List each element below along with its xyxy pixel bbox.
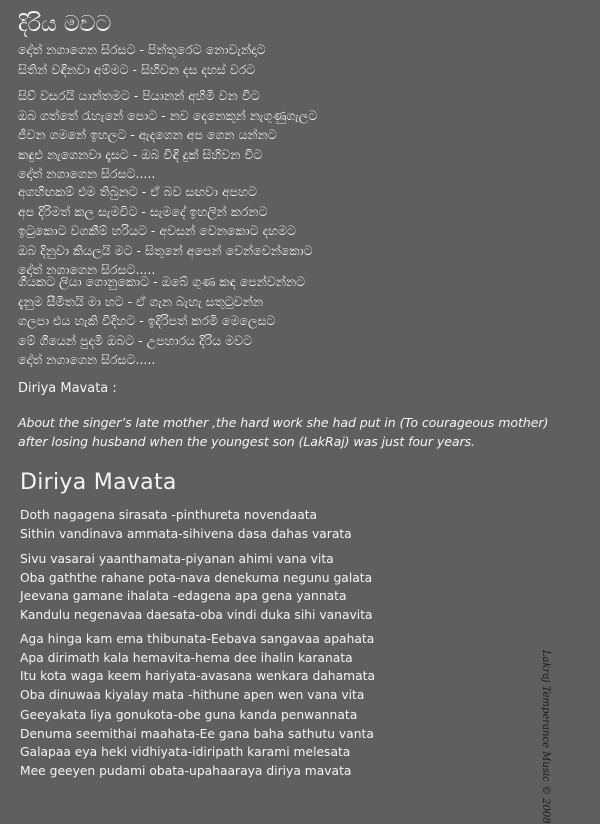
lyric-line: මේ ගීයෙන් පුදමි ඔබට - උපහාරය දිරිය මවට — [18, 332, 253, 348]
sinhala-stanza-1 — [18, 40, 266, 79]
lyric-line: දැනුම සීමිතයි මා හට - ඒ ගැන බැහැ සතුටුවන්න — [18, 293, 264, 309]
sinhala-stanza-3 — [18, 182, 313, 280]
lyric-line: Denuma seemithai maahata-Ee gana baha sathutu vanta — [20, 726, 374, 741]
lyric-line: Geeyakata liya gonukota-obe guna kanda penwannata — [20, 708, 358, 722]
english-stanza-4 — [20, 706, 374, 780]
lyric-line: දෝත් නගාගෙන සිරසට..... — [18, 166, 156, 181]
sinhala-stanza-4 — [18, 272, 305, 370]
lyric-line: ඔබ දිනුවා කියලයි මට - සිතුනේ අපෙන් වෙන්වෙන්කොට — [18, 242, 313, 258]
description-title: Diriya Mavata : — [18, 381, 117, 396]
lyric-line: Galapaa eya heki vidhiyata-idiripath karami melesata — [20, 745, 351, 759]
lyric-line: සිතින් වඳිනවා අම්මට - සිහිවන දස දහස් වරට — [18, 61, 256, 77]
english-stanza-3 — [20, 630, 375, 704]
lyric-line: කඳුළු නැගෙනවා දෑසට - ඔබ විඳි දුක් සිහිවන විට — [18, 146, 263, 162]
lyric-line: දෝත් නගාගෙන සිරසට..... — [18, 262, 156, 277]
lyric-line: Aga hinga kam ema thibunata-Eebava sangavaa apahata — [20, 632, 375, 646]
english-stanza-2 — [20, 550, 373, 624]
lyric-line: ඔබ ගත්තේ රැහැනේ පොට - නව දෙනෙකුන් නැගුණුගැලට — [18, 107, 318, 123]
lyric-line: Oba gaththe rahane pota-nava denekuma negunu galata — [20, 570, 373, 585]
lyric-line: දෝත් නගාගෙන සිරසට..... — [18, 352, 156, 367]
lyric-line: ජීවන ගමනේ ඉහලට - ඇදගෙන අප ගෙන යන්නට — [18, 127, 277, 142]
lyric-line: ගීයකට ලියා ගොනුකොට - ඔබේ ගුණ කඳ පෙන්වන්නට — [18, 274, 306, 289]
lyric-line: ඉටුකොට වගකීම් හරියට - අවසන් වෙනකොට දහමට — [18, 223, 296, 238]
copyright-credit: Lakraj Temperance Music © 2008 — [540, 650, 551, 824]
lyric-line: දෝත් නගාගෙන සිරසට - පින්තූරෙට නොවැන්දාට — [18, 42, 266, 57]
lyric-line: ගලපා එය හැකි විදිහට - ඉදිරිපත් කරමි මෙලෙසට — [18, 313, 276, 328]
lyric-line: Oba dinuwaa kiyalay mata -hithune apen wen vana vita — [20, 687, 365, 702]
lyric-line: Sivu vasarai yaanthamata-piyanan ahimi vana vita — [20, 552, 334, 566]
description-line: after losing husband when the youngest son (LakRaj) was just four years. — [18, 434, 475, 449]
english-stanza-1 — [20, 506, 352, 543]
sinhala-stanza-2 — [18, 86, 317, 184]
sinhala-title: දිරිය මවට — [18, 12, 112, 37]
description-line: About the singer’s late mother ,the hard work she had put in (To courageous mother) — [18, 415, 549, 430]
lyric-line: Jeevana gamane ihalata -edagena apa gena yannata — [20, 589, 347, 603]
lyric-line: Doth nagagena sirasata -pinthureta novendaata — [20, 508, 318, 522]
english-title: Diriya Mavata — [20, 470, 177, 495]
lyric-line: Apa dirimath kala hemavita-hema dee ihalin karanata — [20, 650, 353, 665]
lyric-line: Kandulu negenavaa daesata-oba vindi duka sihi vanavita — [20, 607, 373, 622]
lyric-line: අගහිඟකම් එම තිබුනට - ඒ බව සඟවා අපහට — [18, 184, 257, 199]
lyric-line: අප දිරිමත් කල සැමවිට - සැමදේ ඉහලින් කරනට — [18, 203, 268, 219]
lyric-line: Sithin vandinava ammata-sihivena dasa dahas varata — [20, 526, 352, 541]
lyric-line: Mee geeyen pudami obata-upahaaraya diriya mavata — [20, 763, 352, 778]
lyric-line: සිව් වසරයි යාන්තමට - පියානන් අහිමි වන විට — [18, 88, 260, 103]
lyric-line: Itu kota waga keem hariyata-avasana wenkara dahamata — [20, 669, 376, 683]
description-body — [18, 413, 548, 451]
